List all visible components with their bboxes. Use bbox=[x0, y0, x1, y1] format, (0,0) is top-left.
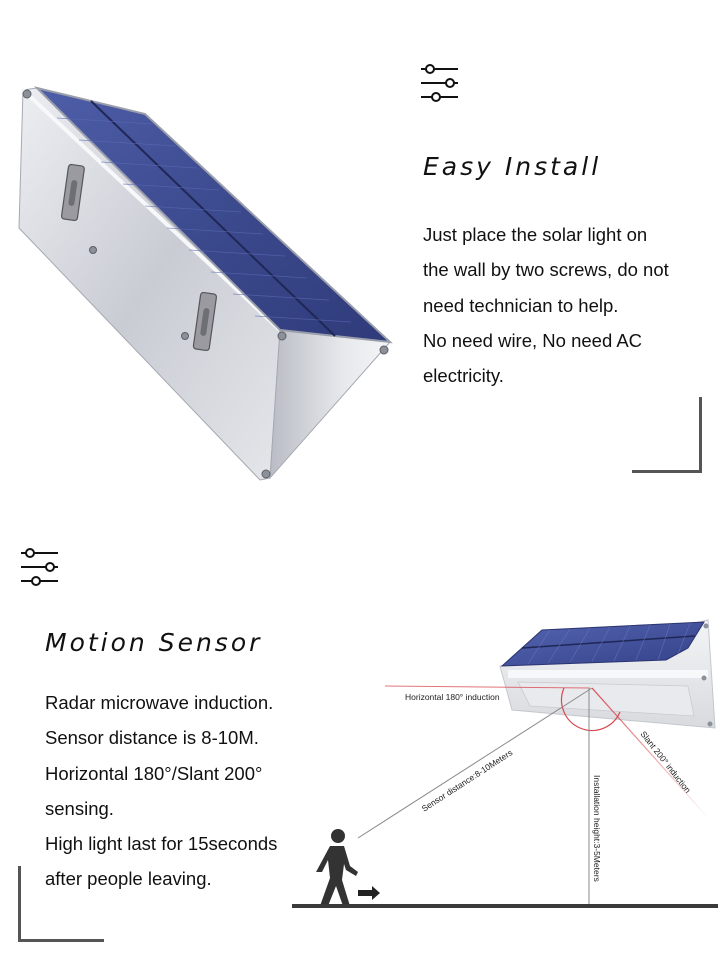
description-line: Just place the solar light on bbox=[423, 224, 648, 245]
description-line: sensing. bbox=[45, 797, 114, 819]
description-line: Sensor distance is 8-10M. bbox=[45, 727, 259, 749]
description-line: the wall by two screws, do not bbox=[423, 259, 669, 281]
description-line: Radar microwave induction. bbox=[45, 692, 274, 713]
solar-light-product-image bbox=[15, 80, 400, 490]
installation-height-label: Installation height:3-5Meters bbox=[592, 775, 602, 882]
section-title-motion-sensor: Motion Sensor bbox=[45, 628, 263, 657]
walking-person-icon bbox=[316, 829, 358, 906]
easy-install-description bbox=[423, 217, 669, 393]
description-line: after people leaving. bbox=[45, 868, 212, 890]
description-line: electricity. bbox=[423, 365, 504, 387]
motion-sensor-diagram bbox=[290, 610, 720, 920]
arrow-right-icon bbox=[358, 886, 380, 900]
slant-induction-label: Slant 200° induction bbox=[638, 729, 693, 795]
sensor-distance-label: Sensor distance:8-10Meters bbox=[419, 747, 515, 814]
description-line: Horizontal 180°/Slant 200° bbox=[45, 762, 263, 784]
horizontal-induction-label: Horizontal 180° induction bbox=[405, 692, 500, 702]
motion-sensor-description bbox=[45, 685, 277, 897]
decorative-corner-bracket bbox=[18, 866, 104, 942]
ground-line bbox=[292, 904, 718, 908]
sliders-icon bbox=[20, 548, 60, 582]
description-line: No need wire, No need AC bbox=[423, 329, 643, 351]
section-title-easy-install: Easy Install bbox=[423, 152, 602, 181]
sliders-icon bbox=[420, 64, 460, 98]
decorative-corner-bracket bbox=[632, 397, 702, 473]
description-line: need technician to help. bbox=[423, 294, 619, 316]
description-line: High light last for 15seconds bbox=[45, 833, 278, 855]
